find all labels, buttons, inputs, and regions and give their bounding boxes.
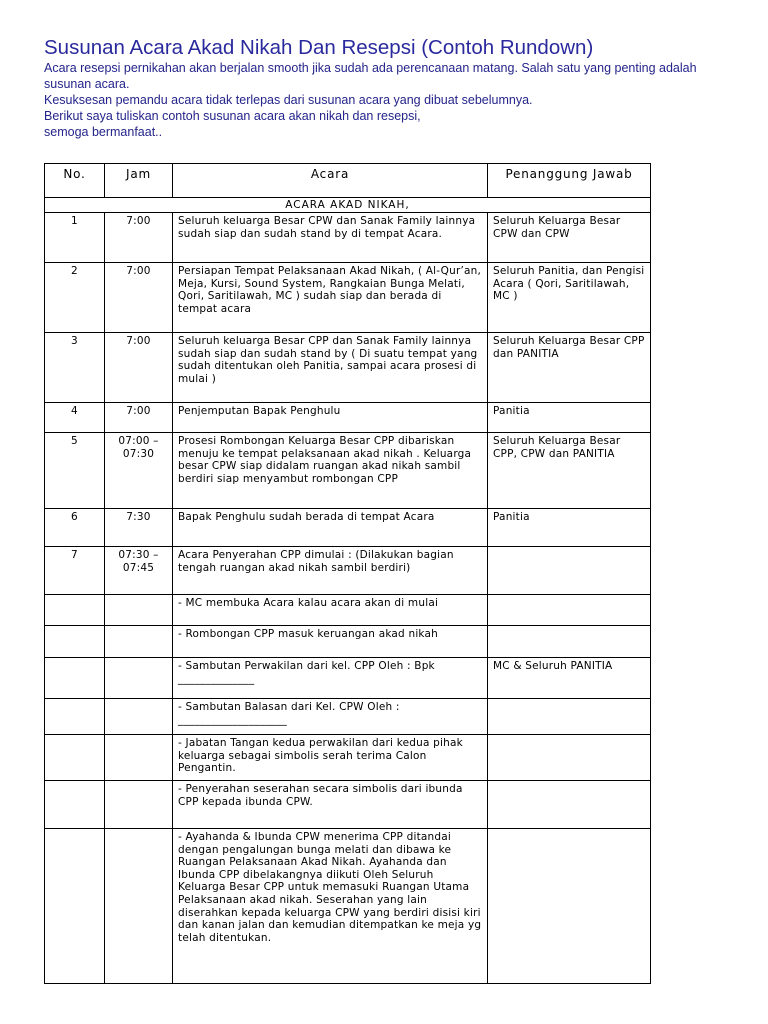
row-no: 5 xyxy=(45,433,105,509)
row-acara: Bapak Penghulu sudah berada di tempat Acara xyxy=(173,509,488,547)
intro-line: semoga bermanfaat.. xyxy=(44,125,163,139)
row-jam: 7:00 xyxy=(105,263,173,333)
row-pj: MC & Seluruh PANITIA xyxy=(488,658,651,699)
row-jam-empty xyxy=(105,781,173,829)
intro-paragraph xyxy=(44,60,734,140)
row-acara: - Jabatan Tangan kedua perwakilan dari kedua pihak keluarga sebagai simbolis serah terima Calon Pengantin. xyxy=(173,735,488,781)
row-pj xyxy=(488,699,651,735)
row-jam: 7:00 xyxy=(105,213,173,263)
row-pj: Seluruh Keluarga Besar CPP, CPW dan PANITIA xyxy=(488,433,651,509)
row-jam: 7:00 xyxy=(105,403,173,433)
table-subrow xyxy=(45,626,651,658)
row-acara: Seluruh keluarga Besar CPW dan Sanak Family lainnya sudah siap dan sudah stand by di tempat Acara. xyxy=(173,213,488,263)
row-no-empty xyxy=(45,595,105,626)
section-row xyxy=(45,198,651,213)
row-no-empty xyxy=(45,699,105,735)
table-header-row xyxy=(45,164,651,198)
table-row xyxy=(45,403,651,433)
row-no: 1 xyxy=(45,213,105,263)
table-subrow xyxy=(45,658,651,699)
table-row xyxy=(45,547,651,595)
table-subrow xyxy=(45,781,651,829)
row-acara: Prosesi Rombongan Keluarga Besar CPP dibariskan menuju ke tempat pelaksanaan akad nikah . Keluarga besar CPW siap didalam ruangan akad nikah sambil berdiri siap menyambut rombongan CPP xyxy=(173,433,488,509)
row-jam: 07:30 – 07:45 xyxy=(105,547,173,595)
table-row xyxy=(45,509,651,547)
table-row xyxy=(45,433,651,509)
header-acara: Acara xyxy=(173,164,488,198)
row-pj: Seluruh Keluarga Besar CPW dan CPW xyxy=(488,213,651,263)
row-no: 3 xyxy=(45,333,105,403)
table-row xyxy=(45,263,651,333)
row-pj xyxy=(488,626,651,658)
row-jam-empty xyxy=(105,658,173,699)
row-pj: Panitia xyxy=(488,403,651,433)
row-pj xyxy=(488,595,651,626)
intro-line: Acara resepsi pernikahan akan berjalan smooth jika sudah ada perencanaan matang. Salah satu yang penting adalah susunan acara. xyxy=(44,61,697,91)
row-pj xyxy=(488,829,651,984)
row-pj xyxy=(488,547,651,595)
table-subrow xyxy=(45,699,651,735)
row-no-empty xyxy=(45,658,105,699)
row-acara: - Sambutan Balasan dari Kel. CPW Oleh : ____________________ xyxy=(173,699,488,735)
section-title: ACARA AKAD NIKAH, xyxy=(45,198,651,213)
row-acara: - Ayahanda & Ibunda CPW menerima CPP ditandai dengan pengalungan bunga melati dan dibawa ke Ruangan Pelaksanaan Akad Nikah. Ayahanda dan Ibunda CPP dibelakangnya diikuti Oleh Seluruh Keluarga Besar CPP untuk memasuki Ruangan Utama Pelaksanaan akad nikah. Seserahan yang lain diserahkan kepada keluarga CPW yang berdiri disisi kiri dan kanan jalan dan kemudian ditempatkan ke meja yg telah ditentukan. xyxy=(173,829,488,984)
table-subrow xyxy=(45,735,651,781)
row-no: 7 xyxy=(45,547,105,595)
table-subrow xyxy=(45,829,651,984)
row-pj: Panitia xyxy=(488,509,651,547)
row-acara: Penjemputan Bapak Penghulu xyxy=(173,403,488,433)
header-penanggung-jawab: Penanggung Jawab xyxy=(488,164,651,198)
table-row xyxy=(45,213,651,263)
row-no: 2 xyxy=(45,263,105,333)
rundown-table xyxy=(44,163,651,984)
row-jam: 7:00 xyxy=(105,333,173,403)
row-acara: Acara Penyerahan CPP dimulai : (Dilakukan bagian tengah ruangan akad nikah sambil berdiri) xyxy=(173,547,488,595)
row-no: 4 xyxy=(45,403,105,433)
row-pj: Seluruh Keluarga Besar CPP dan PANITIA xyxy=(488,333,651,403)
row-acara: - MC membuka Acara kalau acara akan di mulai xyxy=(173,595,488,626)
row-acara: - Penyerahan seserahan secara simbolis dari ibunda CPP kepada ibunda CPW. xyxy=(173,781,488,829)
row-pj xyxy=(488,735,651,781)
row-acara: - Sambutan Perwakilan dari kel. CPP Oleh : Bpk ______________ xyxy=(173,658,488,699)
row-no-empty xyxy=(45,781,105,829)
row-no-empty xyxy=(45,829,105,984)
row-acara: Seluruh keluarga Besar CPP dan Sanak Family lainnya sudah siap dan sudah stand by ( Di suatu tempat yang sudah ditentukan oleh Panitia, sampai acara prosesi di mulai ) xyxy=(173,333,488,403)
row-jam-empty xyxy=(105,829,173,984)
page-title: Susunan Acara Akad Nikah Dan Resepsi (Contoh Rundown) xyxy=(44,36,594,59)
row-acara: - Rombongan CPP masuk keruangan akad nikah xyxy=(173,626,488,658)
row-jam-empty xyxy=(105,595,173,626)
row-no: 6 xyxy=(45,509,105,547)
row-pj xyxy=(488,781,651,829)
row-jam-empty xyxy=(105,626,173,658)
table-row xyxy=(45,333,651,403)
row-pj: Seluruh Panitia, dan Pengisi Acara ( Qori, Saritilawah, MC ) xyxy=(488,263,651,333)
row-jam: 7:30 xyxy=(105,509,173,547)
intro-line: Kesuksesan pemandu acara tidak terlepas dari susunan acara yang dibuat sebelumnya. xyxy=(44,93,533,107)
row-acara: Persiapan Tempat Pelaksanaan Akad Nikah, ( Al-Qur’an, Meja, Kursi, Sound System, Rangkaian Bunga Melati, Qori, Saritilawah, MC ) sudah siap dan berada di tempat acara xyxy=(173,263,488,333)
row-jam-empty xyxy=(105,735,173,781)
header-no: No. xyxy=(45,164,105,198)
row-no-empty xyxy=(45,735,105,781)
row-jam: 07:00 – 07:30 xyxy=(105,433,173,509)
header-jam: Jam xyxy=(105,164,173,198)
row-no-empty xyxy=(45,626,105,658)
table-subrow xyxy=(45,595,651,626)
row-jam-empty xyxy=(105,699,173,735)
intro-line: Berikut saya tuliskan contoh susunan acara akan nikah dan resepsi, xyxy=(44,109,421,123)
